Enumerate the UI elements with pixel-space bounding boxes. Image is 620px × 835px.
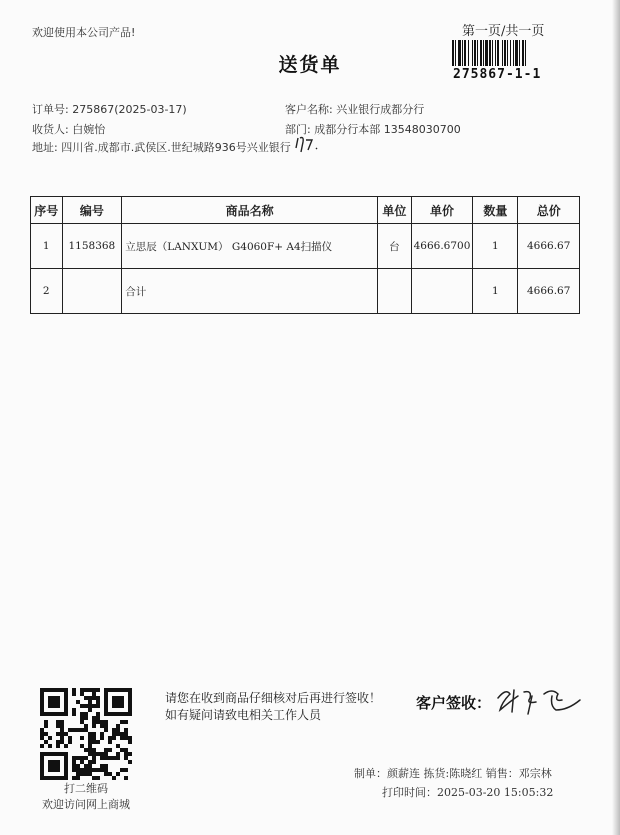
qr-module — [80, 720, 84, 724]
qr-module — [88, 704, 92, 708]
cell-seq: 2 — [31, 269, 63, 314]
qr-module — [116, 772, 120, 776]
qr-module — [92, 704, 96, 708]
qr-module — [116, 744, 120, 748]
qr-module — [128, 760, 132, 764]
qr-module — [84, 756, 88, 760]
qr-module — [100, 756, 104, 760]
qr-module — [100, 720, 104, 724]
qr-module — [88, 736, 92, 740]
qr-module — [56, 732, 60, 736]
qr-module — [108, 736, 112, 740]
customer-field — [285, 101, 424, 117]
qr-module — [96, 696, 100, 700]
qr-module — [76, 700, 80, 704]
qr-module — [68, 736, 72, 740]
customer-sign-label: 客户签收： — [416, 694, 492, 712]
qr-module — [92, 688, 96, 692]
qr-module — [72, 764, 76, 768]
barcode-image — [452, 40, 560, 66]
qr-module — [88, 700, 92, 704]
qr-module — [124, 768, 128, 772]
qr-module — [112, 732, 116, 736]
header-quantity: 数量 — [473, 197, 518, 224]
qr-module — [60, 720, 64, 724]
cell-product-name: 立思辰（LANXUM） G4060F+ A4扫描仪 — [122, 224, 378, 269]
qr-module — [76, 728, 80, 732]
qr-module — [92, 692, 96, 696]
qr-module — [84, 704, 88, 708]
qr-module — [72, 756, 76, 760]
qr-module — [128, 740, 132, 744]
qr-module — [76, 772, 80, 776]
qr-module — [80, 744, 84, 748]
qr-module — [124, 732, 128, 736]
qr-module — [88, 764, 92, 768]
qr-module — [84, 764, 88, 768]
qr-module — [72, 776, 76, 780]
barcode-bar — [526, 40, 527, 66]
cell-summary-label: 合计 — [122, 269, 378, 314]
qr-module — [100, 736, 104, 740]
header-total: 总价 — [518, 197, 580, 224]
handwritten-mark — [294, 134, 324, 156]
qr-module — [124, 756, 128, 760]
department-value: 成都分行本部 13548030700 — [314, 123, 461, 136]
qr-module — [40, 732, 44, 736]
qr-module — [76, 776, 80, 780]
qr-module — [124, 748, 128, 752]
qr-module — [88, 752, 92, 756]
qr-module — [64, 744, 68, 748]
qr-module — [88, 744, 92, 748]
qr-module — [104, 764, 108, 768]
receiver-label: 收货人: — [32, 123, 69, 136]
qr-module — [56, 724, 60, 728]
qr-module — [84, 724, 88, 728]
qr-module — [128, 752, 132, 756]
qr-module — [104, 768, 108, 772]
cell-total: 4666.67 — [518, 224, 580, 269]
qr-module — [48, 736, 52, 740]
qr-module — [80, 736, 84, 740]
qr-module — [112, 776, 116, 780]
address-label: 地址: — [32, 141, 58, 154]
address-field — [32, 139, 291, 155]
order-number-value: 275867(2025-03-17) — [72, 103, 187, 116]
cell-unit-price: 4666.6700 — [411, 224, 473, 269]
qr-module — [80, 756, 84, 760]
table-row — [31, 224, 580, 269]
qr-module — [96, 768, 100, 772]
qr-module — [92, 740, 96, 744]
qr-module — [56, 744, 60, 748]
scan-edge-shadow — [612, 0, 620, 835]
header-unit: 单位 — [378, 197, 411, 224]
qr-module — [96, 704, 100, 708]
qr-module — [124, 728, 128, 732]
qr-module — [56, 720, 60, 724]
staff-line: 制单：颜薪连 拣货:陈晓红 销售：邓宗林 — [354, 767, 552, 780]
qr-module — [80, 728, 84, 732]
qr-module — [108, 740, 112, 744]
qr-module — [120, 736, 124, 740]
qr-module — [80, 704, 84, 708]
qr-module — [76, 768, 80, 772]
qr-module — [96, 712, 100, 716]
qr-module — [120, 732, 124, 736]
qr-module — [124, 776, 128, 780]
receiver-value: 白婉怡 — [72, 123, 106, 136]
qr-module — [92, 716, 96, 720]
qr-module — [128, 736, 132, 740]
qr-module — [96, 716, 100, 720]
qr-module — [100, 768, 104, 772]
qr-module — [44, 732, 48, 736]
qr-module — [84, 696, 88, 700]
qr-module — [68, 740, 72, 744]
qr-module — [92, 724, 96, 728]
qr-module — [60, 736, 64, 740]
customer-label: 客户名称: — [285, 103, 333, 116]
qr-module — [48, 760, 60, 772]
items-table — [30, 196, 580, 314]
qr-module — [104, 728, 108, 732]
qr-module — [80, 692, 84, 696]
qr-module — [92, 732, 96, 736]
qr-module — [92, 752, 96, 756]
barcode-number: 275867-1-1 — [453, 67, 542, 82]
qr-module — [88, 688, 92, 692]
qr-module — [88, 696, 92, 700]
qr-module — [96, 688, 100, 692]
qr-module — [80, 760, 84, 764]
department-field — [285, 121, 461, 137]
qr-module — [104, 756, 108, 760]
cell-unit — [378, 269, 411, 314]
qr-module — [60, 728, 64, 732]
qr-module — [88, 740, 92, 744]
qr-module — [108, 756, 112, 760]
qr-module — [48, 696, 60, 708]
qr-module — [60, 732, 64, 736]
qr-module — [84, 748, 88, 752]
qr-module — [104, 752, 108, 756]
qr-module — [72, 712, 76, 716]
qr-module — [56, 740, 60, 744]
qr-module — [92, 696, 96, 700]
qr-module — [72, 688, 76, 692]
table-row-summary — [31, 269, 580, 314]
qr-module — [80, 768, 84, 772]
qr-module — [72, 692, 76, 696]
cell-unit-price — [411, 269, 473, 314]
qr-module — [100, 764, 104, 768]
cell-total: 4666.67 — [518, 269, 580, 314]
qr-module — [96, 752, 100, 756]
qr-module — [100, 732, 104, 736]
cell-code — [62, 269, 122, 314]
qr-module — [104, 720, 108, 724]
qr-module — [84, 716, 88, 720]
qr-module — [96, 720, 100, 724]
qr-caption: 打二维码 — [64, 782, 108, 795]
notice-text: 请您在收到商品仔细核对后再进行签收！如有疑问请致电相关工作人员 — [165, 691, 382, 722]
qr-module — [80, 772, 84, 776]
qr-module — [116, 728, 120, 732]
table-header-row — [31, 197, 580, 224]
qr-module — [92, 768, 96, 772]
customer-signature — [492, 684, 588, 718]
qr-module — [76, 756, 80, 760]
qr-module — [112, 756, 116, 760]
qr-module — [48, 744, 52, 748]
qr-module — [92, 720, 96, 724]
qr-module — [40, 728, 44, 732]
customer-value: 兴业银行成都分行 — [336, 103, 425, 116]
qr-module — [72, 708, 76, 712]
qr-module — [84, 688, 88, 692]
qr-module — [88, 748, 92, 752]
qr-module — [92, 756, 96, 760]
qr-module — [92, 748, 96, 752]
cell-seq: 1 — [31, 224, 63, 269]
order-number-label: 订单号: — [32, 103, 69, 116]
cell-unit: 台 — [378, 224, 411, 269]
qr-module — [104, 724, 108, 728]
qr-module — [124, 720, 128, 724]
department-label: 部门: — [285, 123, 311, 136]
qr-module — [124, 752, 128, 756]
receiver-field — [32, 121, 105, 137]
qr-module — [120, 748, 124, 752]
qr-module — [60, 740, 64, 744]
qr-module — [44, 720, 48, 724]
qr-module — [88, 708, 92, 712]
qr-module — [120, 720, 124, 724]
qr-module — [84, 768, 88, 772]
qr-module — [92, 736, 96, 740]
qr-module — [100, 752, 104, 756]
qr-module — [84, 728, 88, 732]
qr-module — [64, 732, 68, 736]
qr-module — [44, 724, 48, 728]
header-code: 编号 — [62, 197, 122, 224]
qr-module — [92, 760, 96, 764]
address-value: 四川省.成都市.武侯区.世纪城路936号兴业银行 — [61, 141, 291, 154]
qr-module — [112, 696, 124, 708]
qr-module — [84, 712, 88, 716]
qr-module — [84, 772, 88, 776]
print-time: 打印时间：2025-03-20 15:05:32 — [382, 786, 554, 799]
cell-quantity: 1 — [473, 224, 518, 269]
qr-module — [116, 752, 120, 756]
qr-module — [100, 724, 104, 728]
qr-module — [116, 724, 120, 728]
qr-module — [112, 728, 116, 732]
welcome-text: 欢迎使用本公司产品! — [32, 26, 136, 39]
qr-module — [112, 736, 116, 740]
qr-code-image — [40, 688, 132, 780]
header-product-name: 商品名称 — [122, 197, 378, 224]
qr-module — [68, 728, 72, 732]
qr-module — [104, 748, 108, 752]
qr-module — [76, 764, 80, 768]
qr-module — [80, 716, 84, 720]
qr-module — [44, 740, 48, 744]
qr-module — [92, 776, 96, 780]
qr-module — [88, 760, 92, 764]
header-seq: 序号 — [31, 197, 63, 224]
qr-module — [108, 748, 112, 752]
header-unit-price: 单价 — [411, 197, 473, 224]
qr-module — [88, 772, 92, 776]
qr-module — [80, 712, 84, 716]
qr-module — [124, 736, 128, 740]
qr-module — [72, 728, 76, 732]
qr-module — [40, 736, 44, 740]
qr-module — [96, 740, 100, 744]
qr-module — [88, 768, 92, 772]
qr-module — [116, 756, 120, 760]
qr-module — [104, 772, 108, 776]
qr-module — [72, 760, 76, 764]
cell-code: 1158368 — [62, 224, 122, 269]
cell-quantity: 1 — [473, 269, 518, 314]
qr-module — [60, 724, 64, 728]
qr-caption-shop: 欢迎访问网上商城 — [42, 798, 130, 811]
qr-module — [96, 700, 100, 704]
qr-module — [88, 732, 92, 736]
qr-module — [40, 744, 44, 748]
order-number-field — [32, 101, 187, 117]
page-info: 第一页/共一页 — [462, 24, 545, 39]
qr-module — [80, 688, 84, 692]
qr-module — [108, 772, 112, 776]
qr-module — [96, 776, 100, 780]
document-title: 送货单 — [278, 54, 342, 76]
qr-module — [120, 768, 124, 772]
qr-module — [72, 768, 76, 772]
qr-module — [116, 732, 120, 736]
